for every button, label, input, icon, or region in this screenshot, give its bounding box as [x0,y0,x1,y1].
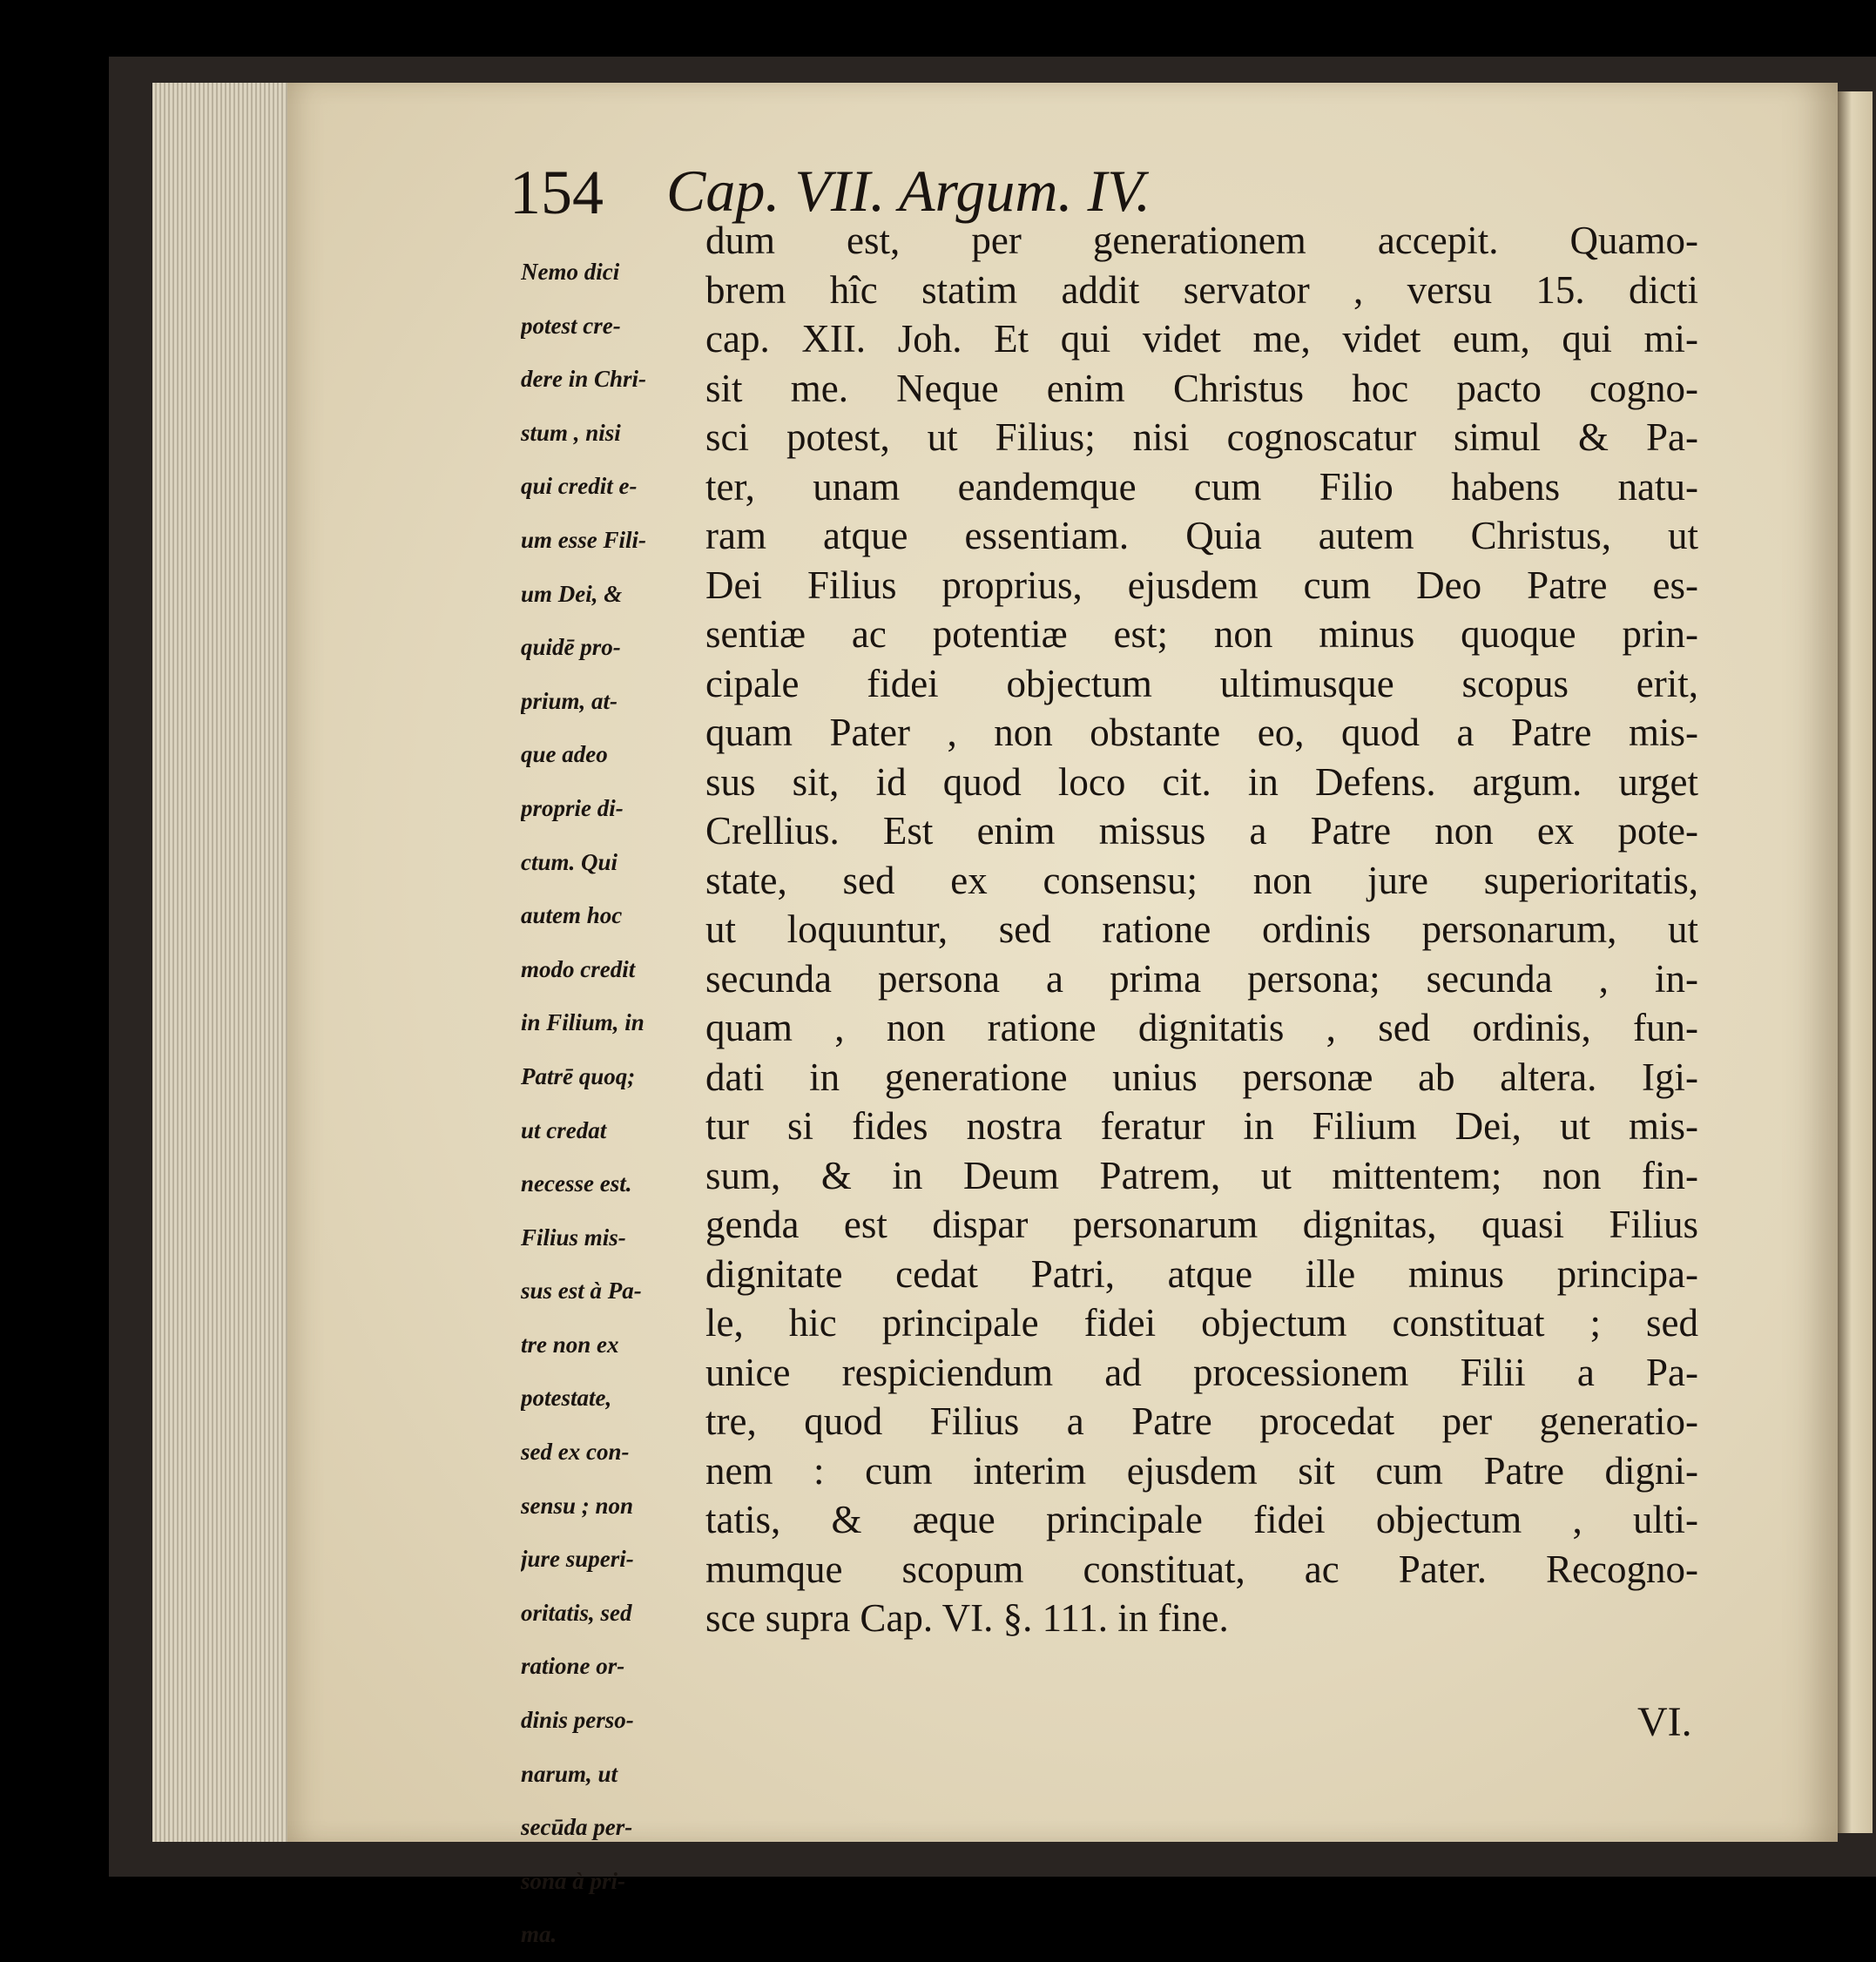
margin-note-line: Filius mis- [521,1224,626,1251]
body-line: brem hîc statim addit servator , versu 15. dicti [705,267,1698,312]
body-line: Crellius. Est enim missus a Patre non ex pote- [705,809,1698,853]
running-title: Cap. VII. Argum. IV. [666,158,1151,224]
margin-note-line: quidē pro- [521,634,621,661]
body-line: sce supra Cap. VI. §. 111. in fine. [705,1596,1229,1640]
body-line: tre, quod Filius a Patre procedat per generatio- [705,1399,1698,1443]
margin-note-line: ratione or- [521,1653,625,1680]
body-line: dignitate cedat Patri, atque ille minus principa- [705,1251,1698,1296]
margin-note-line: sensu ; non [521,1492,634,1519]
body-line: quam , non ratione dignitatis , sed ordinis, fun- [705,1006,1698,1049]
margin-note-line: stum , nisi [521,419,621,446]
body-line: nem : cum interim ejusdem sit cum Patre digni- [705,1448,1698,1493]
body-line: mumque scopum constituat, ac Pater. Recogno- [705,1547,1698,1591]
margin-note-line: oritatis, sed [521,1599,632,1626]
page-number: 154 [509,158,604,227]
margin-note-line: prium, at- [521,687,618,714]
margin-note-line: ctum. Qui [521,848,618,875]
margin-note-line: jure superi- [521,1546,634,1573]
margin-note-line: ut credat [521,1116,607,1143]
body-line: tatis, & æque principale fidei objectum , ulti- [705,1498,1698,1541]
body-line: ut loquuntur, sed ratione ordinis personarum, ut [705,907,1698,951]
body-line: cipale fidei objectum ultimusque scopus erit, [705,661,1698,705]
margin-note-line: in Filium, in [521,1009,644,1036]
margin-note [521,246,708,1962]
margin-note-line: sona à pri- [521,1867,626,1894]
body-line: state, sed ex consensu; non jure superioritatis, [705,858,1698,902]
margin-note-line: um esse Fili- [521,526,647,553]
body-line: cap. XII. Joh. Et qui videt me, videt eum, qui mi- [705,317,1698,361]
margin-note-line: ma. [521,1921,557,1948]
margin-note-line: potest cre- [521,312,621,339]
margin-note-line: autem hoc [521,902,623,929]
next-page-edge [1838,91,1873,1833]
margin-note-line: dinis perso- [521,1707,634,1734]
body-text [705,216,1698,1643]
margin-note-line: secūda per- [521,1814,633,1841]
margin-note-line: modo credit [521,955,636,982]
margin-note-line: necesse est. [521,1170,632,1197]
body-line: quam Pater , non obstante eo, quod a Patre mis- [705,711,1698,754]
margin-note-line: proprie di- [521,794,624,821]
margin-note-line: um Dei, & [521,580,623,607]
body-line: sentiæ ac potentiæ est; non minus quoque prin- [705,612,1698,656]
body-line: sit me. Neque enim Christus hoc pacto cogno- [705,366,1698,410]
body-line: le, hic principale fidei objectum constituat ; sed [705,1301,1698,1345]
body-line: Dei Filius proprius, ejusdem cum Deo Patre es- [705,563,1698,607]
body-line: genda est dispar personarum dignitas, quasi Filius [705,1203,1698,1246]
body-line: ter, unam eandemque cum Filio habens natu- [705,464,1698,509]
body-line: sus sit, id quod loco cit. in Defens. argum. urget [705,759,1698,804]
margin-note-line: narum, ut [521,1760,618,1787]
margin-note-line: Patrē quoq; [521,1062,636,1089]
catchword: VI. [1637,1699,1692,1745]
margin-note-line: sus est à Pa- [521,1278,642,1305]
body-line: unice respiciendum ad processionem Filii a Pa- [705,1350,1698,1394]
margin-note-line: dere in Chri- [521,366,647,393]
body-line: secunda persona a prima persona; secunda , in- [705,956,1698,1001]
margin-note-line: tre non ex [521,1331,619,1358]
body-line: ram atque essentiam. Quia autem Christus, ut [705,514,1698,557]
margin-note-line: Nemo dici [521,259,620,285]
body-line: tur si fides nostra feratur in Filium Dei, ut mis- [705,1104,1698,1148]
body-line: dati in generatione unius personæ ab altera. Igi- [705,1055,1698,1099]
margin-note-line: que adeo [521,741,608,768]
page-fore-edge [152,83,294,1842]
body-line: dum est, per generationem accepit. Quamo- [705,219,1698,262]
margin-note-line: qui credit e- [521,473,638,500]
margin-note-line: sed ex con- [521,1439,630,1466]
body-line: sci potest, ut Filius; nisi cognoscatur simul & Pa- [705,415,1698,459]
body-line: sum, & in Deum Patrem, ut mittentem; non fin- [705,1153,1698,1197]
margin-note-line: potestate, [521,1385,612,1412]
